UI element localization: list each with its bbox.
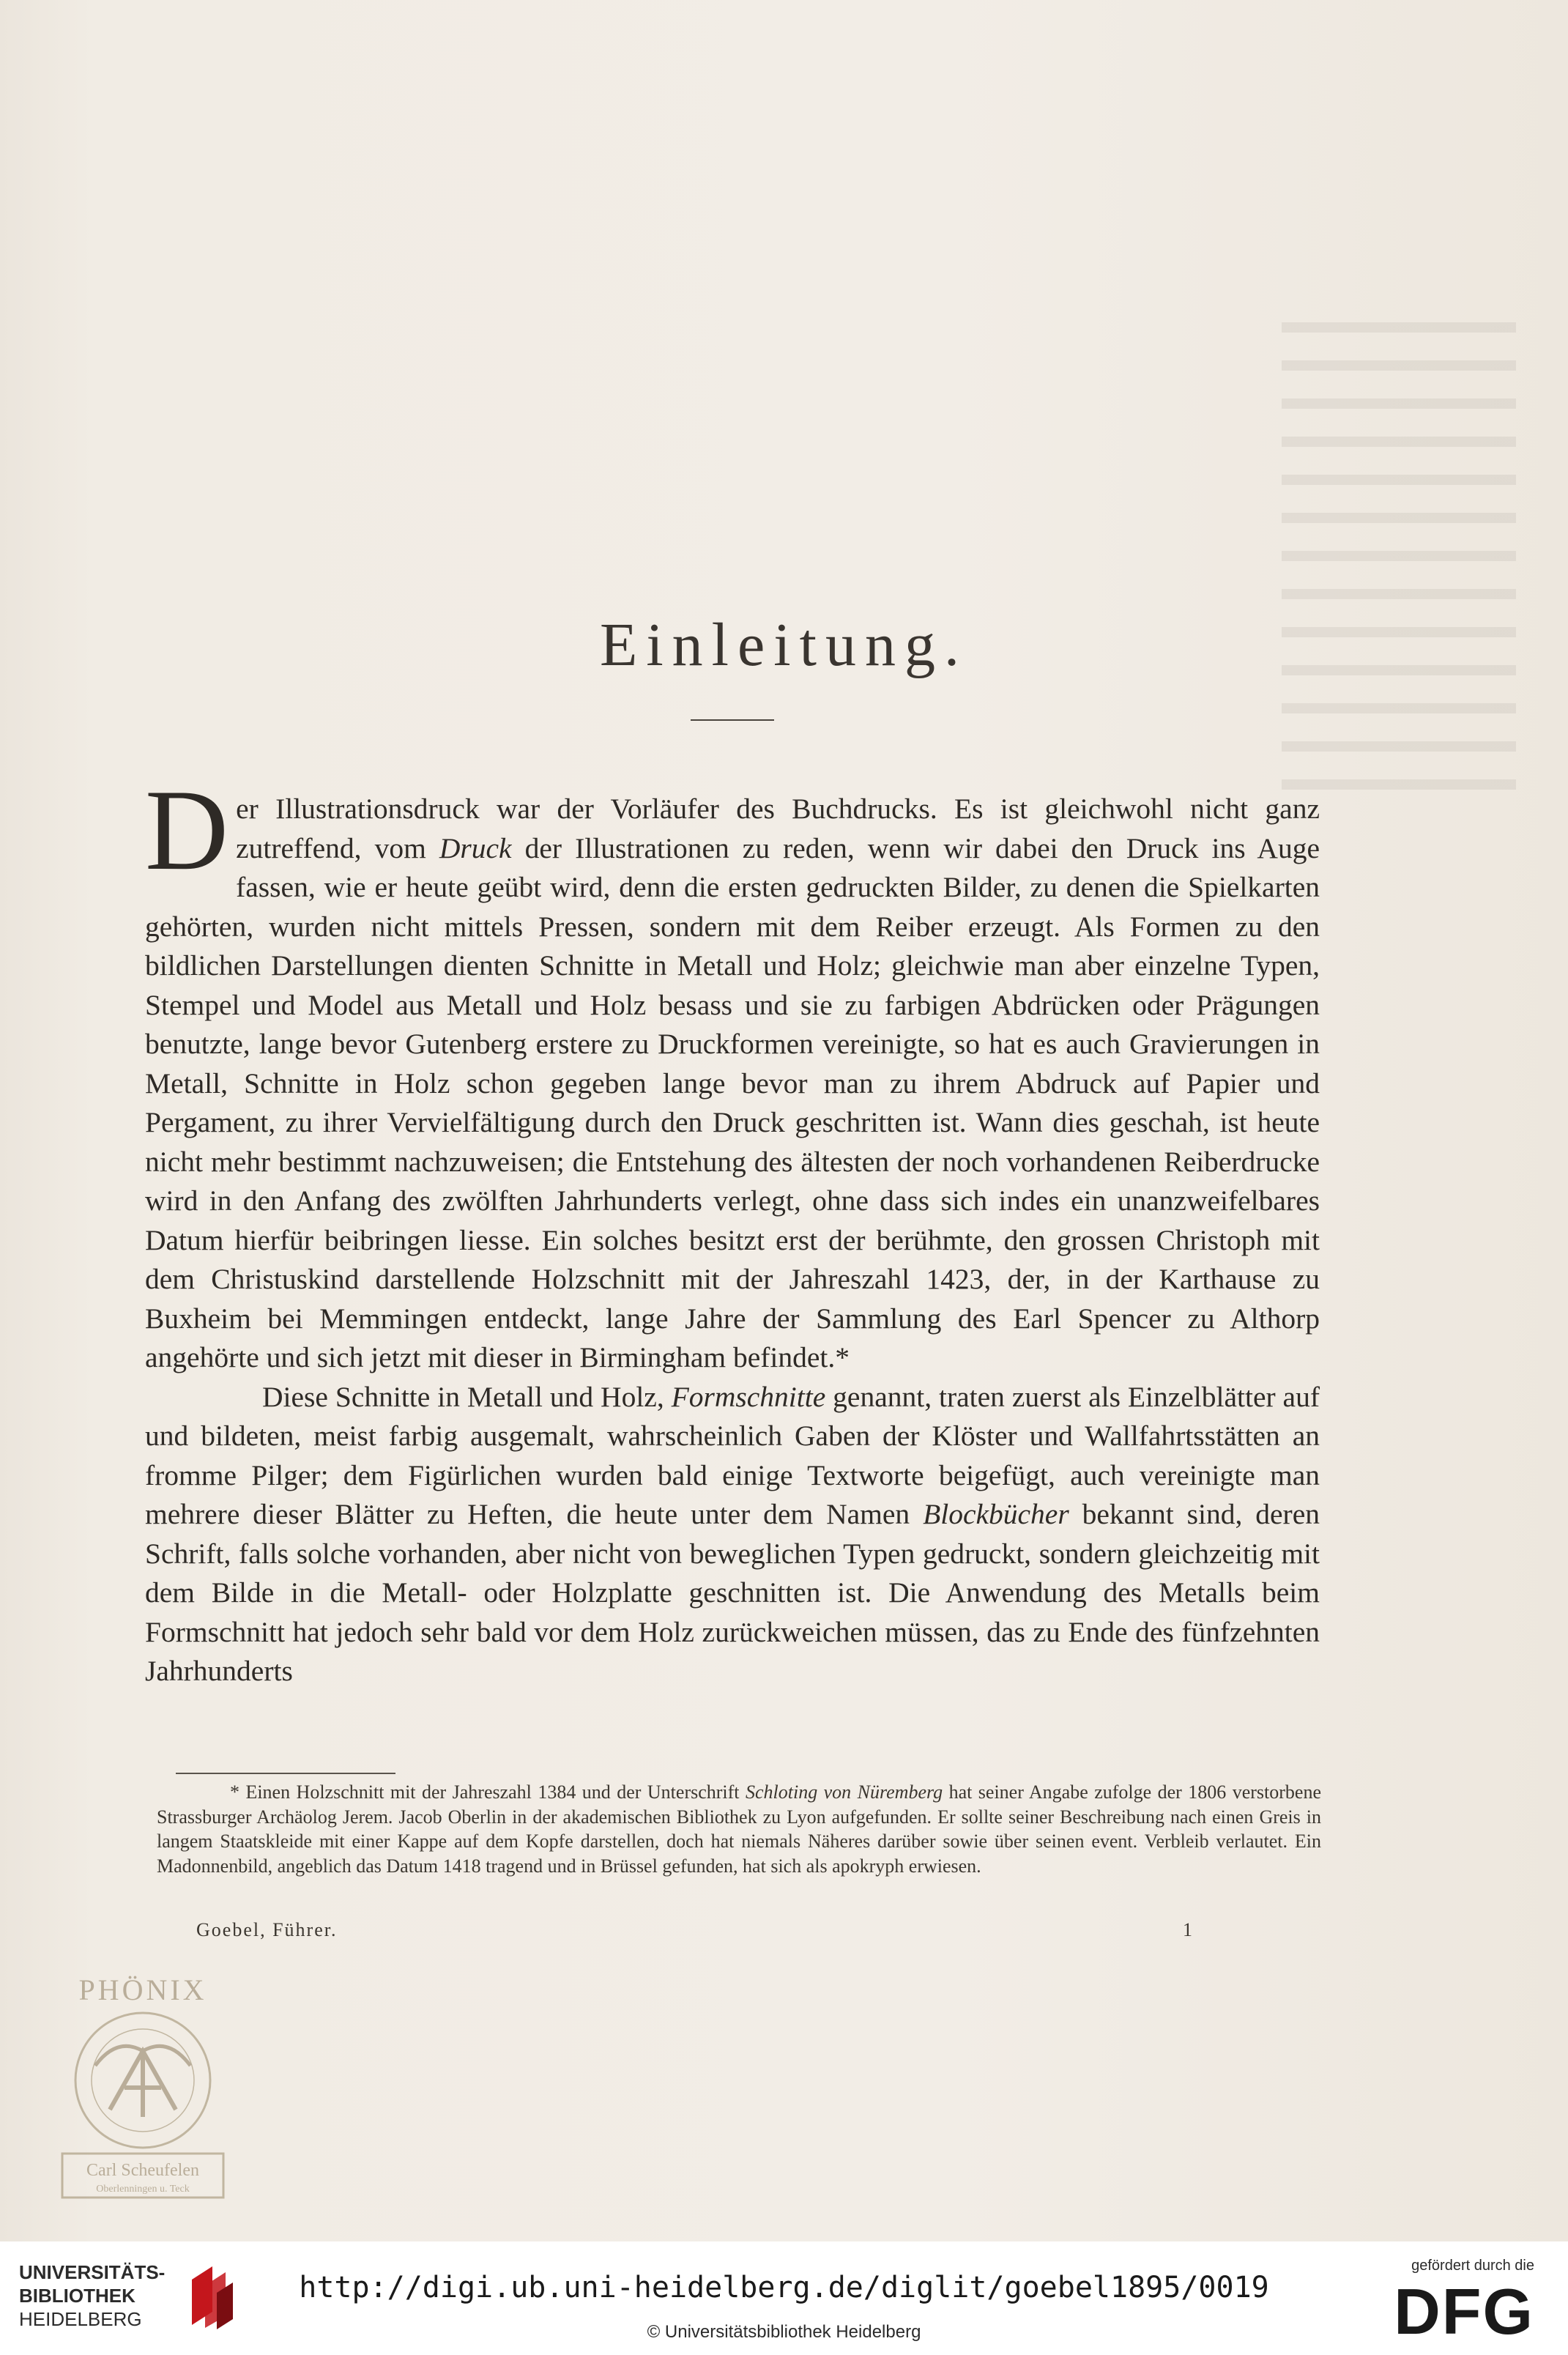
signature-line [196,1919,1192,1941]
page-number: 1 [1183,1919,1192,1940]
digitization-footer [0,2241,1568,2355]
stamp-top-text: PHÖNIX [78,1973,207,2006]
paper-maker-stamp-icon [44,1970,242,2219]
main-text [145,766,1320,1691]
stamp-name: Carl Scheufelen [86,2161,199,2180]
funder-note: gefördert durch die [1411,2258,1534,2274]
chapter-title: Einleitung. [600,611,968,679]
signature-mark: Goebel, Führer. [196,1919,338,1940]
footnote-rule [176,1773,395,1774]
paragraph-2: Diese Schnitte in Metall und Holz, Formschnitte genannt, traten zuerst als Einzelblätter auf und bildeten, meist farbig ausgemalt, wahrscheinlich Gaben der Klöster und Wallfahrtsstätten an fromme Pilger; dem Figürlichen wurden bald einige Textworte beigefügt, auch vereinigte man mehrere dieser Blätter zu Heften, die heute unter dem Namen Blockbücher bekannt sind, deren Schrift, falls solche vorhanden, aber nicht von beweglichen Typen gedruckt, sondern gleichzeitig mit dem Bilde in die Metall- oder Holzplatte geschnitten ist. Die Anwendung des Metalls beim Formschnitt hat jedoch sehr bald vor dem Holz zurückweichen müssen, das zu Ende des fünfzehnten Jahrhunderts [145,1380,1320,1687]
dfg-logo[interactable]: DFG [1394,2275,1534,2348]
stamp-place: Oberlenningen u. Teck [96,2184,190,2195]
paragraph-1: Der Illustrationsdruck war der Vorläufer des Buchdrucks. Es ist gleichwohl nicht ganz zutreffend, vom Druck der Illustrationen zu reden, wenn wir dabei den Druck ins Auge fassen, wie er heute geübt wird, denn die ersten gedruckten Bilder, zu denen die Spielkarten gehörten, wurden nicht mittels Pressen, sondern mit dem Reiber erzeugt. Als Formen zu den bildlichen Darstellungen dienten Schnitte in Metall und Holz; gleichwie man aber einzelne Typen, Stempel und Model aus Metall und Holz besass und sie zu farbigen Abdrücken oder Prägungen benutzte, lange bevor Gutenberg erstere zu Druckformen vereinigte, so hat es auch Gravierungen in Metall, Schnitte in Holz schon gegeben lange bevor man zu ihrem Abdruck auf Papier und Pergament, zu ihrer Vervielfältigung durch den Druck geschritten ist. Wann dies geschah, ist heute nicht mehr bestimmt nachzuweisen; die Entstehung des ältesten der noch vorhandenen Reiberdrucke wird in den Anfang des zwölften Jahrhunderts verlegt, ohne dass sich indes ein unanzweifelbares Datum hierfür beibringen liesse. Ein solches besitzt erst der berühmte, den grossen Christoph mit dem Christuskind darstellende Holzschnitt mit der Jahreszahl 1423, der, in der Karthause zu Buxheim bei Memmingen entdeckt, lange Jahre der Sammlung des Earl Spencer zu Althorp angehörte und sich jetzt mit dieser in Birmingham befindet.* [145,766,1320,1373]
footnote: * Einen Holzschnitt mit der Jahreszahl 1384 und der Unterschrift Schloting von Nüremberg hat seiner Angabe zufolge der 1806 verstorbene Strassburger Archäolog Jerem. Jacob Oberlin in der akademischen Bibliothek zu Lyon aufgefunden. Er sollte seiner Beschreibung nach einen Greis in langem Staatskleide mit einer Kappe auf dem Kopfe darstellen, doch hat niemals Näheres darüber sowie über seinen event. Verbleib verlautet. Ein Madonnenbild, angeblich das Datum 1418 tragend und in Brüssel gefunden, hat sich als apokryph erwiesen. [157,1781,1321,1877]
title-divider [691,719,774,721]
drop-cap: D [145,766,229,894]
library-logo[interactable]: UNIVERSITÄTS- BIBLIOTHEK HEIDELBERG [19,2261,239,2334]
copyright-notice: © Universitätsbibliothek Heidelberg [647,2322,921,2342]
permalink-url[interactable]: http://digi.ub.uni-heidelberg.de/diglit/goebel1895/0019 [299,2271,1269,2304]
show-through-text [1282,322,1516,791]
